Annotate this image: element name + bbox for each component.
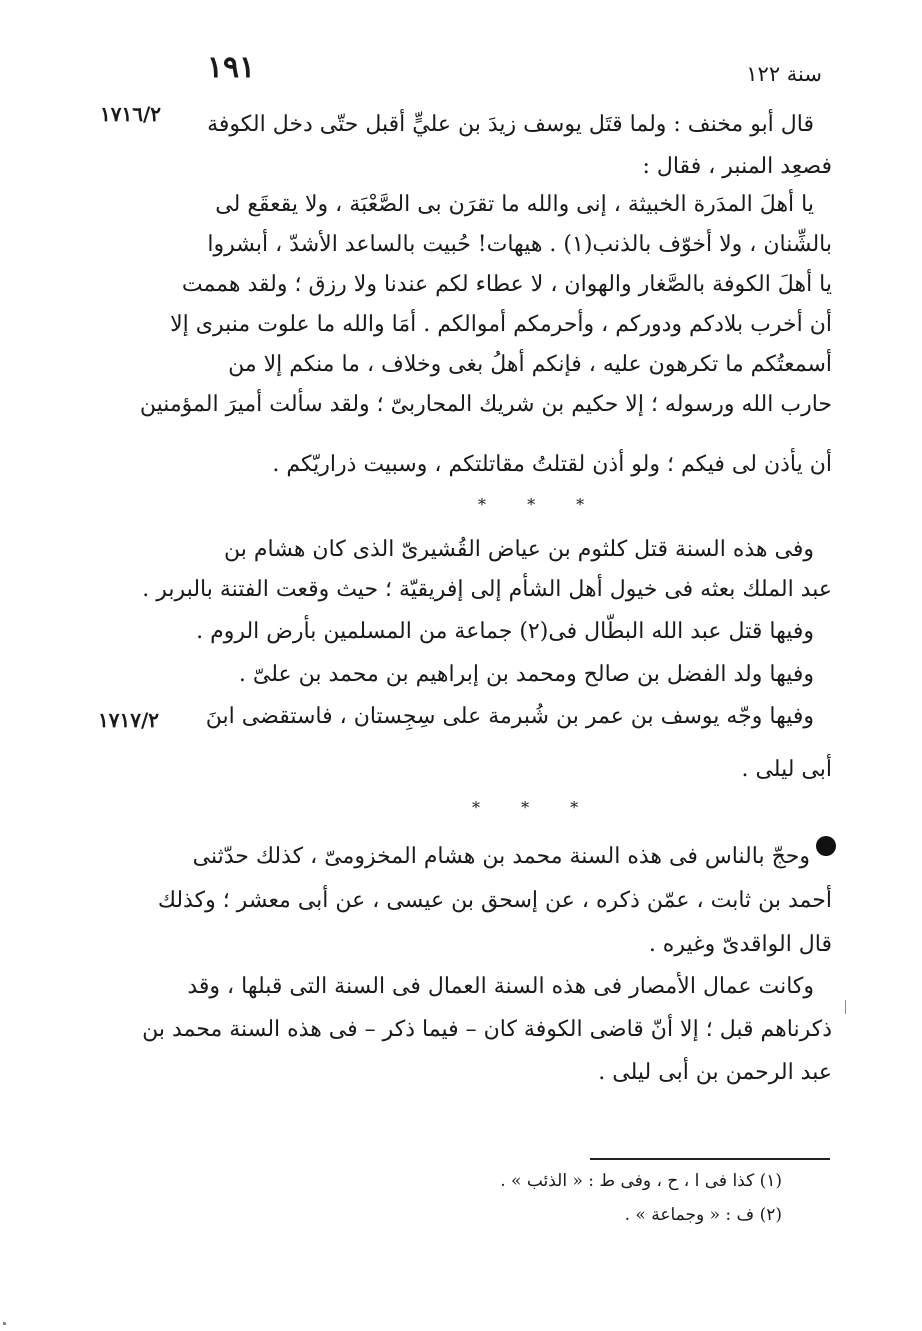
text-line: عبد الرحمن بن أبى ليلى .: [598, 1060, 832, 1085]
margin-reference: ١٧١٦/٢: [100, 102, 162, 126]
text-line: ذكرناهم قبل ؛ إلا أنّ قاضى الكوفة كان – فيما ذكر – فى هذه السنة محمد بن: [142, 1017, 832, 1042]
text-line: عبد الملك بعثه فى خيول أهل الشأم إلى إفريقيّة ؛ حيث وقعت الفتنة بالبربر .: [142, 577, 832, 602]
text-line: أن يأذن لى فيكم ؛ ولو أذن لقتلتُ مقاتلتكم ، وسبيت ذراريّكم .: [272, 452, 832, 477]
text-line: قال الواقدىّ وغيره .: [648, 932, 832, 957]
text-line: حارب الله ورسوله ؛ إلا حكيم بن شريك المحاربىّ ؛ ولقد سألت أميرَ المؤمنين: [139, 392, 832, 417]
text-line: أبى ليلى .: [741, 757, 832, 782]
text-line: يا أهلَ الكوفة بالصَّغار والهوان ، لا عطاء لكم عندنا ولا رزق ؛ ولقد هممت: [181, 272, 832, 297]
margin-reference: ١٧١٧/٢: [98, 708, 160, 732]
section-separator: * * *: [472, 798, 597, 817]
text-line: قال أبو مخنف : ولما قتَل يوسف زيدَ بن عليٍّ أقبل حتّى دخل الكوفة: [207, 112, 814, 137]
bullet-marker: [816, 836, 836, 856]
scan-mark: [3, 1322, 6, 1325]
text-line: وفيها ولد الفضل بن صالح ومحمد بن إبراهيم بن محمد بن علىّ .: [238, 662, 814, 687]
section-separator: * * *: [478, 495, 603, 514]
text-line: وكانت عمال الأمصار فى هذه السنة العمال فى السنة التى قبلها ، وقد: [187, 974, 814, 999]
text-line: يا أهلَ المدَرة الخبيثة ، إنى والله ما تقرَن بى الصَّعْبَة ، ولا يقعقَع لى: [215, 192, 814, 217]
text-line: أسمعتُكم ما تكرهون عليه ، فإنكم أهلُ بغى وخلاف ، ما منكم إلا من: [228, 352, 832, 377]
text-line: فصعِد المنبر ، فقال :: [642, 154, 832, 179]
scan-mark: [845, 1000, 846, 1014]
year-header: سنة ١٢٢: [746, 62, 822, 86]
text-line: وفيها قتل عبد الله البطّال فى(٢) جماعة من المسلمين بأرض الروم .: [196, 619, 814, 644]
footnote: (٢) ف : « وجماعة » .: [624, 1205, 782, 1225]
text-line: وفيها وجّه يوسف بن عمر بن شُبرمة على سِجِستان ، فاستقضى ابنَ: [205, 704, 814, 729]
footnote: (١) كذا فى ا ، ح ، وفى ط : « الذئب » .: [500, 1171, 782, 1191]
page-number: ١٩١: [206, 50, 256, 85]
footnote-rule: [590, 1158, 830, 1160]
text-line: بالشِّنان ، ولا أخوّف بالذنب(١) . هيهات! حُبيت بالساعد الأشدّ ، أبشروا: [207, 232, 832, 257]
text-line: وفى هذه السنة قتل كلثوم بن عياض القُشيرىّ الذى كان هشام بن: [224, 537, 814, 562]
text-line: أحمد بن ثابت ، عمّن ذكره ، عن إسحق بن عيسى ، عن أبى معشر ؛ وكذلك: [157, 888, 832, 913]
text-line: وحجّ بالناس فى هذه السنة محمد بن هشام المخزومىّ ، كذلك حدّثنى: [192, 844, 810, 869]
text-line: أن أخرب بلادكم ودوركم ، وأحرمكم أموالكم . أمَا والله ما علوت منبرى إلا: [170, 312, 832, 337]
